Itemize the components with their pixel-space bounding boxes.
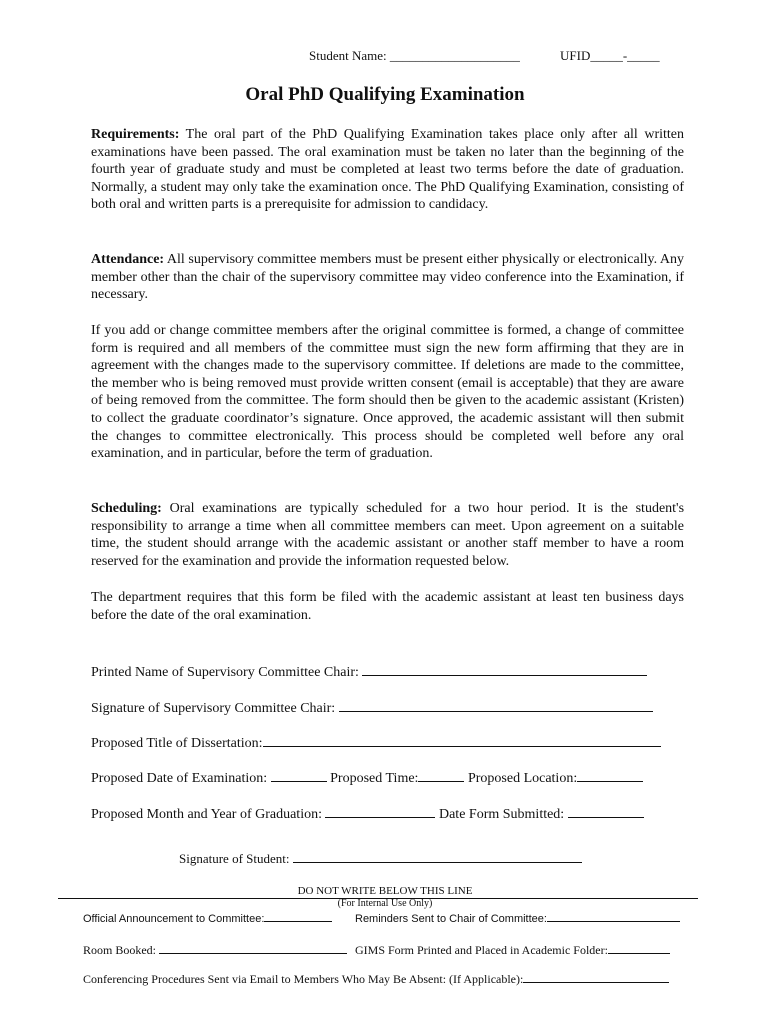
graduation-label: Proposed Month and Year of Graduation: [91,807,322,822]
scheduling-paragraph [91,500,684,570]
exam-date-input[interactable] [271,768,327,782]
official-announcement-label: Official Announcement to Committee: [83,913,265,925]
printed-name-chair-field [91,662,647,681]
internal-notice: DO NOT WRITE BELOW THIS LINE [297,885,473,897]
room-booked-input[interactable] [159,943,347,954]
exam-date-label: Proposed Date of Examination: [91,771,268,786]
attendance-text: All supervisory committee members must be present either physically or electronically. Any member other than the chair of the supervisory committee may video conference into the Examination, if necessary. [91,252,684,303]
graduation-input[interactable] [325,804,435,818]
signature-chair-input[interactable] [339,698,653,712]
exam-schedule-field [91,768,643,787]
student-name-label: Student Name: ____________________ [309,48,520,63]
gims-form-input[interactable] [608,943,670,954]
signature-chair-label: Signature of Supervisory Committee Chair: [91,701,336,716]
student-signature-field [179,851,582,867]
reminders-input[interactable] [547,911,680,922]
room-booked-label: Room Booked: [83,943,157,957]
dissertation-title-input[interactable] [263,733,661,747]
student-signature-label: Signature of Student: [179,851,290,866]
printed-name-chair-input[interactable] [362,662,647,676]
graduation-field [91,804,644,823]
internal-notice-sub: (For Internal Use Only) [337,898,433,909]
dissertation-title-label: Proposed Title of Dissertation: [91,736,263,751]
department-paragraph: The department requires that this form be filed with the academic assistant at least ten business days before the date of the oral examination. [91,590,684,623]
official-announcement-field [83,911,332,925]
time-label: Proposed Time: [330,771,419,786]
official-announcement-input[interactable] [264,911,332,922]
date-submitted-label: Date Form Submitted: [438,807,565,822]
dissertation-title-field [91,733,661,752]
conferencing-label: Conferencing Procedures Sent via Email to Members Who May Be Absent: (If Applicable): [83,972,524,986]
room-booked-field [83,943,347,958]
scheduling-heading: Scheduling: [91,501,162,516]
gims-form-field [355,943,670,958]
conferencing-input[interactable] [523,972,669,983]
conferencing-field [83,972,669,987]
attendance-heading: Attendance: [91,252,165,267]
ufid-label: UFID_____-_____ [560,48,660,63]
printed-name-chair-label: Printed Name of Supervisory Committee Chair: [91,665,359,680]
date-submitted-input[interactable] [568,804,644,818]
scheduling-text: Oral examinations are typically scheduled for a two hour period. It is the student's responsibility to arrange a time when all committee members can meet. Upon agreement on a suitable time, the student should arrange with the academic assistant or another staff member to have a room reserved for the examination and provide the information requested below. [91,501,685,569]
requirements-text: The oral part of the PhD Qualifying Examination takes place only after all written examinations have been passed. The oral examination must be taken no later than the beginning of the fourth year of graduate study and must be completed at least two terms before the date of graduation. Normally, a student may only take the examination once. The PhD Qualifying Examination, consisting of both oral and written parts is a prerequisite for admission to candidacy. [91,127,684,213]
committee-change-paragraph: If you add or change committee members after the original committee is formed, a change of committee form is required and all members of the committee must sign the new form affirming that they are in agreement with the changes made to the supervisory committee. If deletions are made to the committee, the member who is being removed must provide written consent (email is acceptable) that they are aware of being removed from the committee. The form should then be given to the academic assistant (Kristen) to collect the graduate coordinator’s signature. Once approved, the academic assistant will then submit the changes to committee electronically. This process should be completed well before any oral examination, and in particular, before the term of graduation. [91,323,684,462]
reminders-label: Reminders Sent to Chair of Committee: [355,913,547,925]
gims-form-label: GIMS Form Printed and Placed in Academic Folder: [355,943,608,957]
student-signature-input[interactable] [293,851,582,863]
page-title: Oral PhD Qualifying Examination [245,84,525,105]
requirements-heading: Requirements: [91,127,180,142]
time-input[interactable] [418,768,464,782]
requirements-paragraph [91,126,684,214]
location-input[interactable] [577,768,643,782]
reminders-field [355,911,680,925]
attendance-paragraph [91,251,684,304]
signature-chair-field [91,698,653,717]
location-label: Proposed Location: [467,771,578,786]
